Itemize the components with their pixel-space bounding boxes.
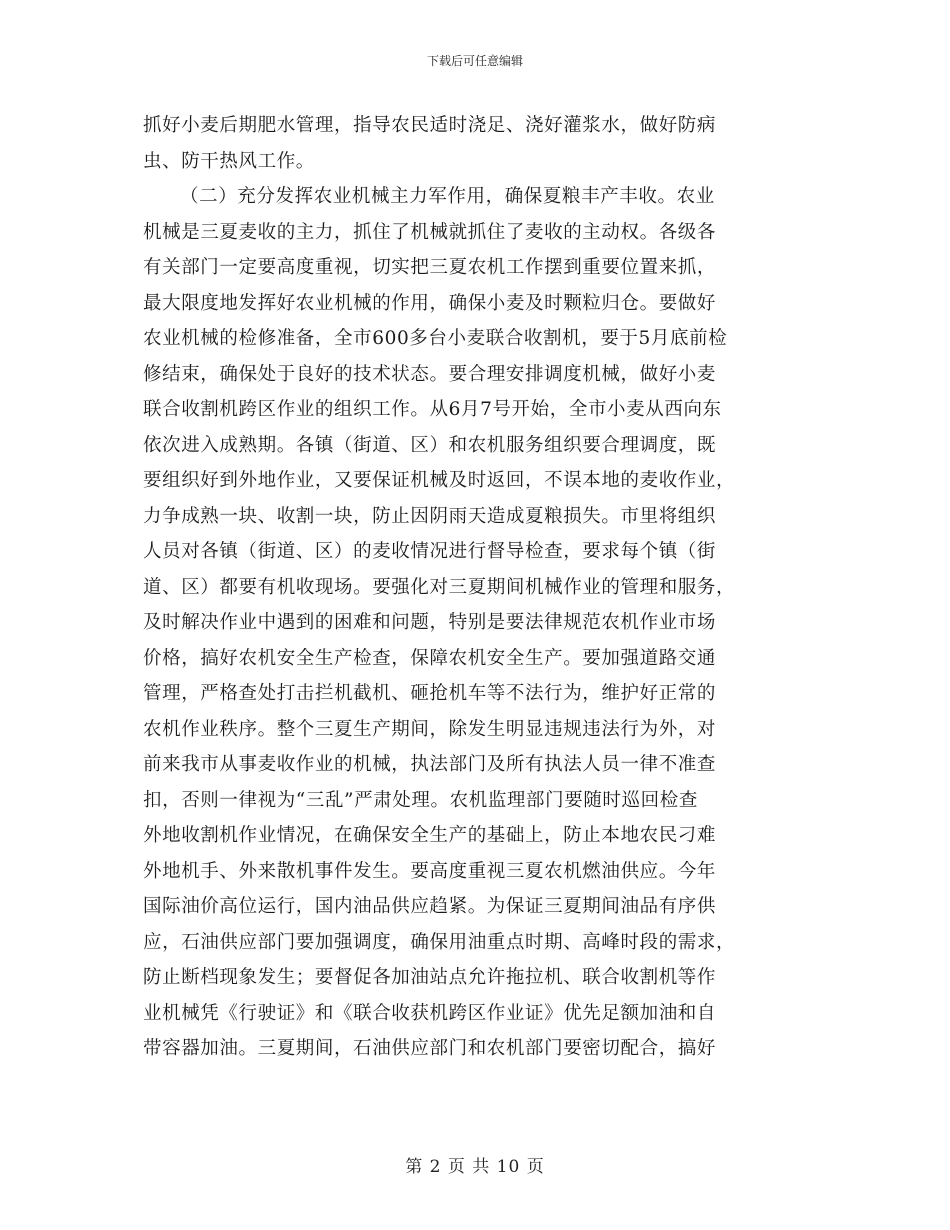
- text-line: 外地机手、外来散机事件发生。要高度重视三夏农机燃油供应。今年: [143, 860, 717, 882]
- text-line: 最大限度地发挥好农业机械的作用，确保小麦及时颗粒归仓。要做好: [143, 292, 717, 314]
- body-text: [143, 108, 809, 1067]
- text-line: 联合收割机跨区作业的组织工作。从6月7号开始，全市小麦从西向东: [143, 399, 722, 420]
- text-line: 力争成熟一块、收割一块，防止因阴雨天造成夏粮损失。市里将组织: [143, 505, 717, 527]
- text-line: 应，石油供应部门要加强调度，确保用油重点时期、高峰时段的需求，: [143, 931, 736, 953]
- text-line: 虫、防干热风工作。: [143, 150, 315, 172]
- text-line: 抓好小麦后期肥水管理，指导农民适时浇足、浇好灌浆水，做好防病: [143, 115, 717, 136]
- page-number-footer: 第 2 页 共 10 页: [405, 1157, 545, 1177]
- text-line: （二）充分发挥农业机械主力军作用，确保夏粮丰产丰收。农业: [180, 186, 715, 207]
- text-line: 人员对各镇（街道、区）的麦收情况进行督导检查，要求每个镇（街: [143, 541, 717, 562]
- text-line: 前来我市从事麦收作业的机械，执法部门及所有执法人员一律不准查: [143, 754, 717, 775]
- text-line: 农机作业秩序。整个三夏生产期间，除发生明显违规违法行为外，对: [143, 718, 717, 740]
- text-line: 及时解决作业中遇到的困难和问题，特别是要法律规范农机作业市场: [143, 612, 717, 633]
- text-line: 有关部门一定要高度重视，切实把三夏农机工作摆到重要位置来抓，: [143, 257, 717, 278]
- text-line: 外地收割机作业情况，在确保安全生产的基础上，防止本地农民刁难: [143, 825, 717, 846]
- text-line: 业机械凭《行驶证》和《联合收获机跨区作业证》优先足额加油和自: [143, 1002, 717, 1024]
- text-line: 管理，严格查处打击拦机截机、砸抢机车等不法行为，维护好正常的: [143, 683, 717, 704]
- text-line: 国际油价高位运行，国内油品供应趋紧。为保证三夏期间油品有序供: [143, 896, 717, 917]
- text-line: 价格，搞好农机安全生产检查，保障农机安全生产。要加强道路交通: [143, 647, 717, 669]
- text-line: 修结束，确保处于良好的技术状态。要合理安排调度机械，做好小麦: [143, 363, 717, 385]
- text-line: 扣，否则一律视为“三乱”严肃处理。农机监理部门要随时巡回检查: [143, 789, 698, 811]
- page-header: 下载后可任意编辑: [426, 54, 523, 68]
- text-line: 带容器加油。三夏期间，石油供应部门和农机部门要密切配合，搞好: [143, 1038, 717, 1059]
- text-line: 依次进入成熟期。各镇（街道、区）和农机服务组织要合理调度，既: [143, 434, 717, 456]
- text-line: 要组织好到外地作业，又要保证机械及时返回，不误本地的麦收作业，: [143, 470, 736, 491]
- text-line: 道、区）都要有机收现场。要强化对三夏期间机械作业的管理和服务，: [143, 576, 736, 598]
- text-line: 防止断档现象发生；要督促各加油站点允许拖拉机、联合收割机等作: [143, 967, 717, 988]
- text-line: 机械是三夏麦收的主力，抓住了机械就抓住了麦收的主动权。各级各: [143, 221, 717, 243]
- text-line: 农业机械的检修准备，全市600多台小麦联合收割机，要于5月底前检: [143, 328, 728, 349]
